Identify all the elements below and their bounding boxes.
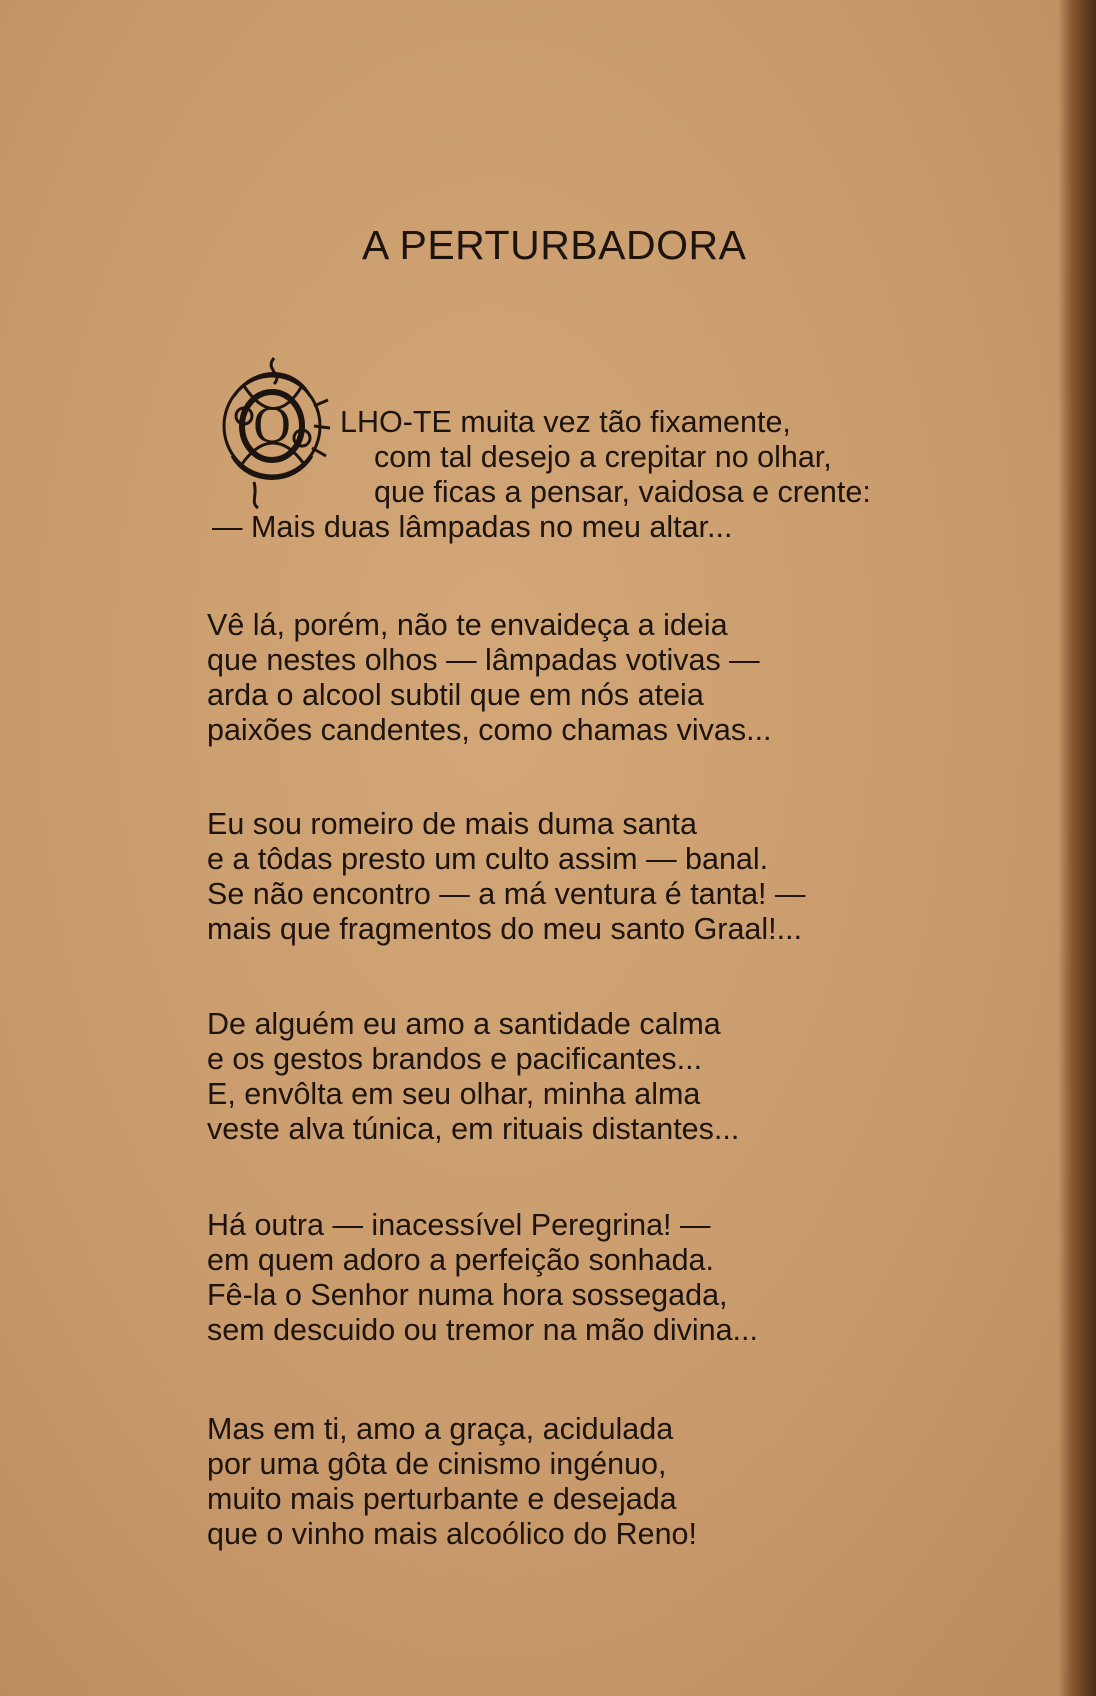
poem-line: com tal desejo a crepitar no olhar, [374,440,832,474]
poem-line: Mas em ti, amo a graça, acidulada [207,1412,674,1446]
page-spine-shadow [1058,0,1096,1696]
ornamental-dropcap-o [214,356,334,510]
poem-line: Eu sou romeiro de mais duma santa [207,807,697,841]
poem-line: LHO-TE muita vez tão fixamente, [340,405,791,439]
poem-line: por uma gôta de cinismo ingénuo, [207,1447,667,1481]
poem-line: Se não encontro — a má ventura é tanta! — [207,877,806,911]
poem-line: muito mais perturbante e desejada [207,1482,677,1516]
poem-line: Fê-la o Senhor numa hora sossegada, [207,1278,728,1312]
poem-line: Há outra — inacessível Peregrina! — [207,1208,711,1242]
poem-line: — Mais duas lâmpadas no meu altar... [212,510,733,544]
poem-line: paixões candentes, como chamas vivas... [207,713,772,747]
poem-line: que o vinho mais alcoólico do Reno! [207,1517,697,1551]
poem-line: e a tôdas presto um culto assim — banal. [207,842,769,876]
poem-line: Vê lá, porém, não te envaideça a ideia [207,608,728,642]
poem-line: E, envôlta em seu olhar, minha alma [207,1077,701,1111]
poem-title: A PERTURBADORA [362,222,747,268]
poem-line: sem descuido ou tremor na mão divina... [207,1313,758,1347]
dropcap-letter: O [253,397,291,454]
poem-line: que ficas a pensar, vaidosa e crente: [374,475,871,509]
poem-line: e os gestos brandos e pacificantes... [207,1042,703,1076]
poem-line: mais que fragmentos do meu santo Graal!... [207,912,803,946]
poem-line: De alguém eu amo a santidade calma [207,1007,721,1041]
poem-line: que nestes olhos — lâmpadas votivas — [207,643,760,677]
poem-line: veste alva túnica, em rituais distantes... [207,1112,740,1146]
poem-line: arda o alcool subtil que em nós ateia [207,678,704,712]
poem-line: em quem adoro a perfeição sonhada. [207,1243,714,1277]
